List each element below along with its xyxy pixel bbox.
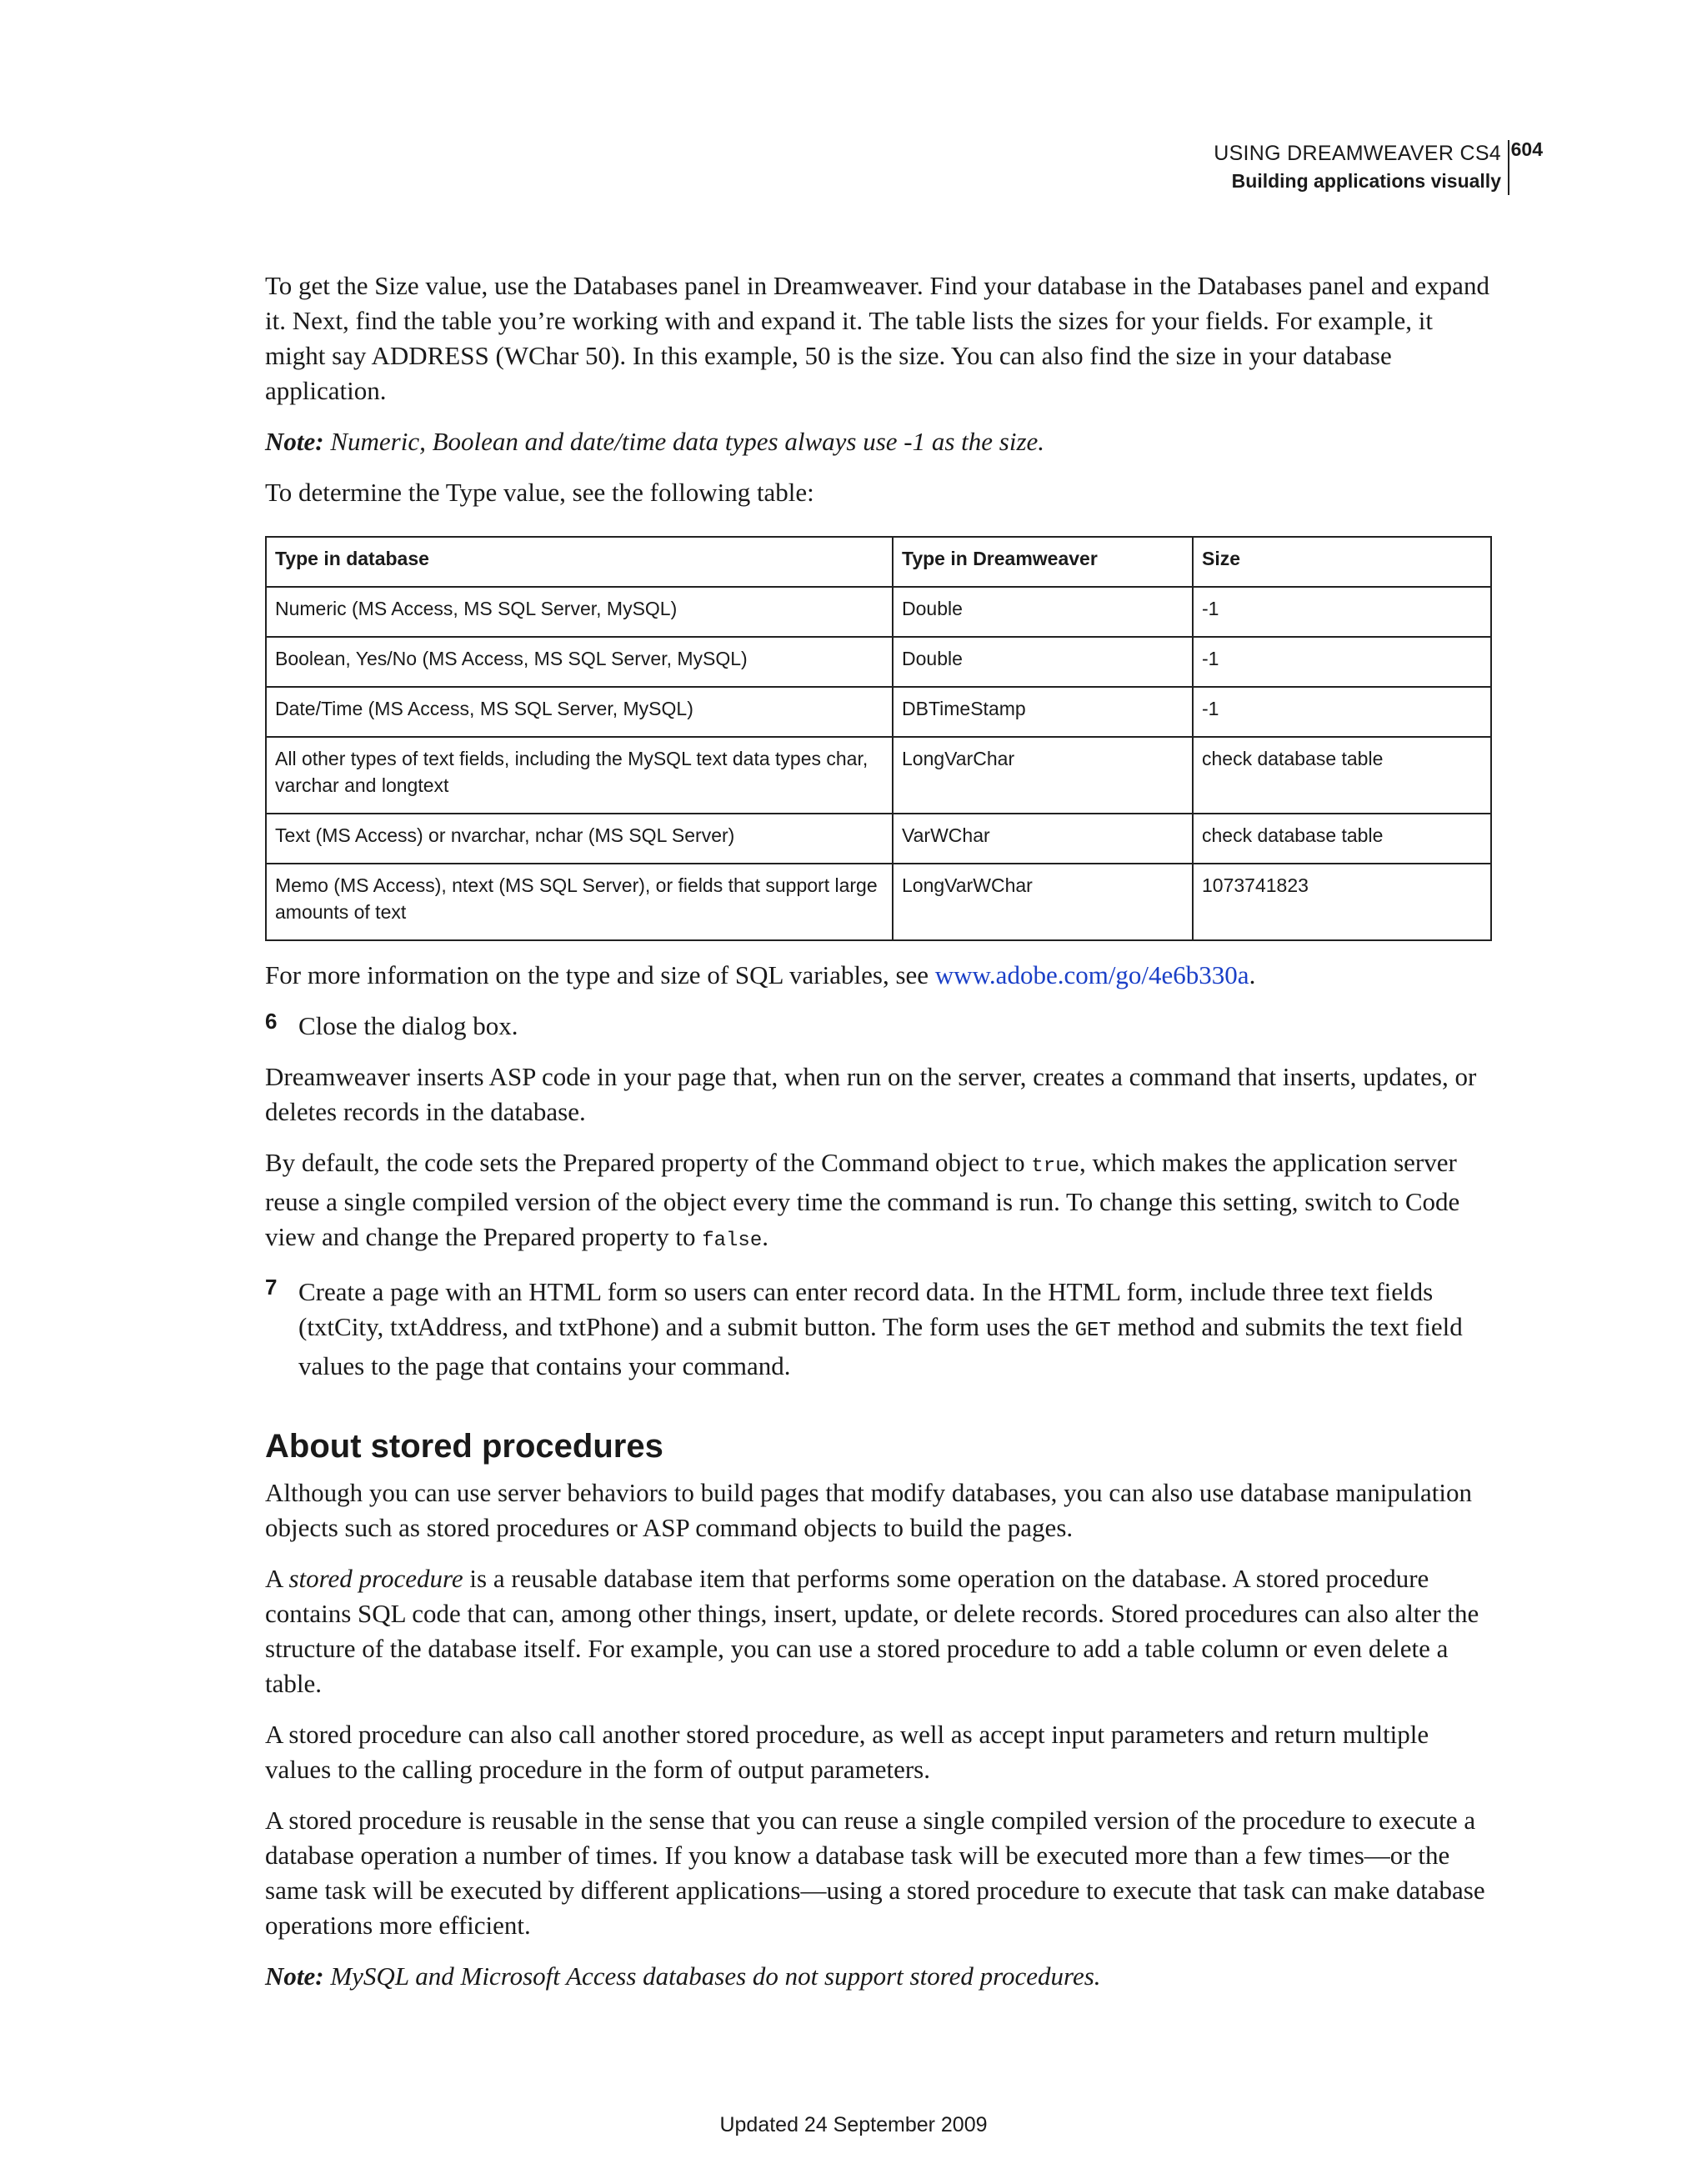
running-header	[926, 138, 1543, 195]
page-content	[265, 268, 1494, 1994]
table-cell: Memo (MS Access), ntext (MS SQL Server), or fields that support large amounts of text	[266, 864, 893, 940]
step-number: 6	[265, 1009, 278, 1034]
step-7	[265, 1275, 1494, 1384]
page-number: 604	[1510, 138, 1543, 160]
step-number: 7	[265, 1275, 278, 1300]
table-cell: Double	[893, 637, 1193, 687]
paragraph-text: is a reusable database item that performs some operation on the database. A stored procedure contains SQL code that can, among other things, insert, update, or delete records. Stored procedures can also alter the structure of the database itself. For example, you can use a stored procedure to add a table column or even delete a table.	[265, 1564, 1479, 1698]
table-cell: LongVarChar	[893, 737, 1193, 814]
determine-type-paragraph: To determine the Type value, see the following table:	[265, 478, 814, 507]
note-label: Note:	[265, 427, 324, 456]
intro-paragraph: To get the Size value, use the Databases panel in Dreamweaver. Find your database in the Databases panel and expand it. Next, find the table you’re working with and expand it. The table lists the sizes for your fields. For example, it might say ADDRESS (WChar 50). In this example, 50 is the size. You can also find the size in your database application.	[265, 271, 1489, 405]
step-6	[265, 1009, 1494, 1044]
table-row	[266, 687, 1491, 737]
note-text: Numeric, Boolean and date/time data types always use -1 as the size.	[323, 427, 1045, 456]
stored-procedure-reuse: A stored procedure is reusable in the sense that you can reuse a single compiled version of the procedure to execute a database operation a number of times. If you know a database task will be executed more than a few times—or the same task will be executed by different applications—using a stored procedure to execute that task can make database operations more efficient.	[265, 1806, 1485, 1940]
note-text: MySQL and Microsoft Access databases do not support stored procedures.	[323, 1961, 1101, 1991]
table-cell: check database table	[1193, 737, 1491, 814]
chapter-title: Building applications visually	[1231, 170, 1501, 192]
table-cell: Date/Time (MS Access, MS SQL Server, MySQL)	[266, 687, 893, 737]
paragraph-text: By default, the code sets the Prepared property of the Command object to	[265, 1148, 1032, 1177]
step-text	[298, 1275, 1494, 1384]
more-info-end: .	[1249, 960, 1256, 989]
header-titles	[1214, 140, 1509, 195]
column-header-size: Size	[1193, 537, 1491, 587]
more-info-paragraph	[265, 958, 1494, 993]
table-row	[266, 637, 1491, 687]
note-stored-procedures	[265, 1959, 1494, 1994]
table-cell: DBTimeStamp	[893, 687, 1193, 737]
note-size	[265, 424, 1494, 459]
table-cell: -1	[1193, 587, 1491, 637]
book-title: USING DREAMWEAVER CS4	[1214, 142, 1501, 165]
stored-procedure-parameters: A stored procedure can also call another stored procedure, as well as accept input parameters and return multiple values to the calling procedure in the form of output parameters.	[265, 1720, 1429, 1784]
inserts-paragraph: Dreamweaver inserts ASP code in your page that, when run on the server, creates a command that inserts, updates, or deletes records in the database.	[265, 1062, 1477, 1126]
adobe-reference-link[interactable]: www.adobe.com/go/4e6b330a	[934, 960, 1249, 989]
step-text: Close the dialog box.	[298, 1011, 518, 1040]
column-header-type-in-database: Type in database	[266, 537, 893, 587]
step-text-part: Create a page with an HTML form so users can enter record data. In the HTML form, include three text fields (txtCity, txtAddress, and txtPhone) and a submit button. The form uses the	[298, 1277, 1434, 1341]
table-cell: LongVarWChar	[893, 864, 1193, 940]
table-header-row	[266, 537, 1491, 587]
type-mapping-table	[265, 536, 1492, 941]
code-false: false	[702, 1230, 763, 1252]
table-cell: Boolean, Yes/No (MS Access, MS SQL Server, MySQL)	[266, 637, 893, 687]
paragraph-text: .	[762, 1222, 768, 1251]
more-info-text: For more information on the type and size of SQL variables, see	[265, 960, 935, 989]
table-cell: All other types of text fields, including the MySQL text data types char, varchar and longtext	[266, 737, 893, 814]
table-cell: Numeric (MS Access, MS SQL Server, MySQL)	[266, 587, 893, 637]
table-cell: Double	[893, 587, 1193, 637]
table-row	[266, 737, 1491, 814]
step-text-part: method and submits the text field values to the page that contains your command.	[298, 1312, 1463, 1380]
table-cell: check database table	[1193, 814, 1491, 864]
table-cell: Text (MS Access) or nvarchar, nchar (MS SQL Server)	[266, 814, 893, 864]
code-true: true	[1031, 1155, 1080, 1178]
table-row	[266, 587, 1491, 637]
stored-procedures-intro: Although you can use server behaviors to build pages that modify databases, you can also use database manipulation objects such as stored procedures or ASP command objects to build the pages.	[265, 1478, 1473, 1542]
table-cell: -1	[1193, 637, 1491, 687]
stored-procedure-definition	[265, 1561, 1494, 1701]
table-row	[266, 864, 1491, 940]
paragraph-text: , which makes the application server reuse a single compiled version of the object every time the command is run. To change this setting, switch to Code view and change the Prepared property to	[265, 1148, 1460, 1251]
column-header-type-in-dreamweaver: Type in Dreamweaver	[893, 537, 1193, 587]
table-cell: VarWChar	[893, 814, 1193, 864]
section-heading: About stored procedures	[265, 1428, 663, 1465]
table-cell: -1	[1193, 687, 1491, 737]
prepared-property-paragraph	[265, 1145, 1494, 1259]
paragraph-text: A	[265, 1564, 289, 1593]
defined-term: stored procedure	[288, 1564, 463, 1593]
note-label: Note:	[265, 1961, 324, 1991]
table-cell: 1073741823	[1193, 864, 1491, 940]
footer-updated: Updated 24 September 2009	[719, 2113, 988, 2136]
code-get: GET	[1074, 1320, 1111, 1342]
table-row	[266, 814, 1491, 864]
